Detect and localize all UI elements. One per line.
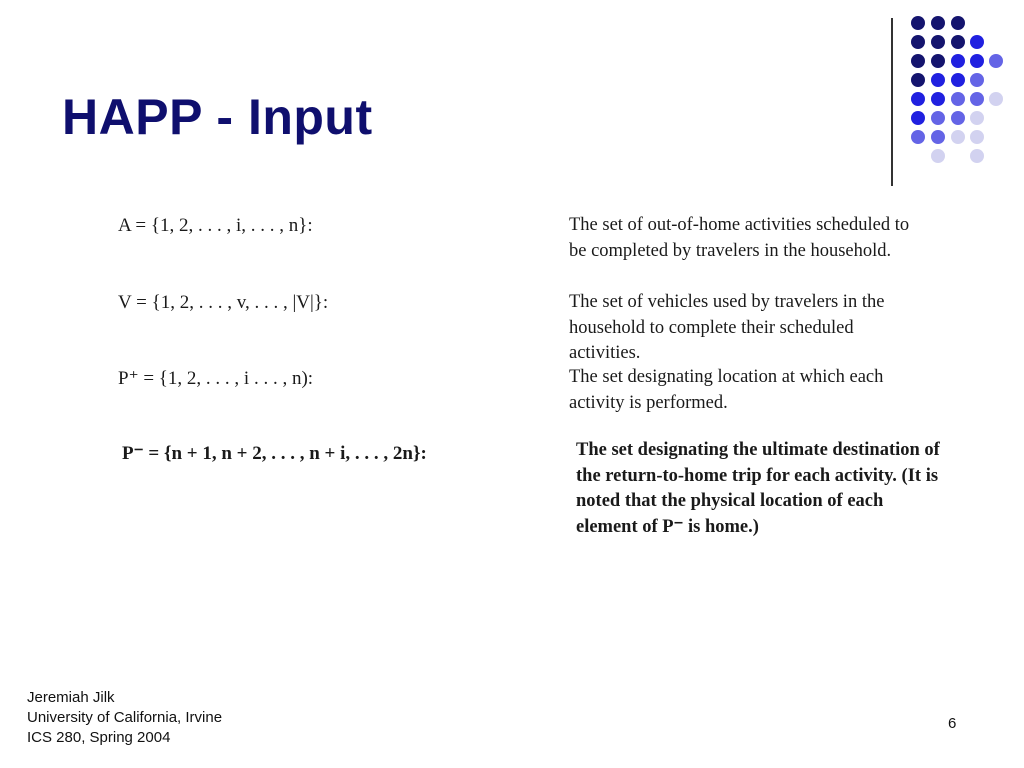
decorative-dot [931, 54, 945, 68]
decorative-dot [911, 35, 925, 49]
decorative-dot [911, 92, 925, 106]
definition-set-p-plus-description: The set designating location at which each activity is performed. [569, 367, 884, 413]
decorative-dot [911, 16, 925, 30]
definition-set-p-minus: P⁻ = {n + 1, n + 2, . . . , n + i, . . . , 2n}: [122, 443, 427, 464]
definition-set-a-description: The set of out-of-home activities scheduled to be completed by travelers in the household. [569, 215, 910, 261]
footer-author: Jeremiah Jilk [27, 689, 115, 706]
decorative-dot [970, 73, 984, 87]
decorative-dot [970, 111, 984, 125]
decorative-dot [951, 54, 965, 68]
decorative-dot [951, 92, 965, 106]
footer [27, 688, 222, 748]
vertical-divider [891, 18, 893, 186]
definition-set-p-plus: P⁺ = {1, 2, . . . , i . . . , n): [118, 368, 314, 389]
decorative-dot [970, 35, 984, 49]
definition-set-v-description: The set of vehicles used by travelers in the household to complete their scheduled activities. [569, 292, 885, 363]
decorative-dot [931, 16, 945, 30]
decorative-dot [951, 35, 965, 49]
decorative-dot [989, 54, 1003, 68]
decorative-dot [931, 130, 945, 144]
decorative-dot [970, 130, 984, 144]
decorative-dot [970, 149, 984, 163]
decorative-dot [931, 92, 945, 106]
decorative-dot [911, 111, 925, 125]
definition-set-a: A = {1, 2, . . . , i, . . . , n}: [118, 215, 313, 236]
page-number: 6 [948, 715, 957, 732]
decorative-dot [911, 130, 925, 144]
decorative-dot [970, 54, 984, 68]
decorative-dot [931, 149, 945, 163]
decorative-dot [931, 111, 945, 125]
decorative-dot [911, 54, 925, 68]
footer-course: ICS 280, Spring 2004 [27, 729, 171, 746]
decorative-dot [931, 73, 945, 87]
decorative-dot [951, 111, 965, 125]
decorative-dot [951, 73, 965, 87]
decorative-dot [911, 73, 925, 87]
slide-title: HAPP - Input [62, 89, 373, 145]
decorative-dot [989, 92, 1003, 106]
decorative-dot [931, 35, 945, 49]
decorative-dot [970, 92, 984, 106]
footer-institution: University of California, Irvine [27, 709, 223, 726]
definition-set-v: V = {1, 2, . . . , v, . . . , |V|}: [118, 292, 329, 313]
decorative-dot [951, 130, 965, 144]
definition-set-p-minus-description: The set designating the ultimate destination of the return-to-home trip for each activity. (It is noted that the physical location of each element of P⁻ is home.) [576, 440, 940, 537]
decorative-dot [951, 16, 965, 30]
